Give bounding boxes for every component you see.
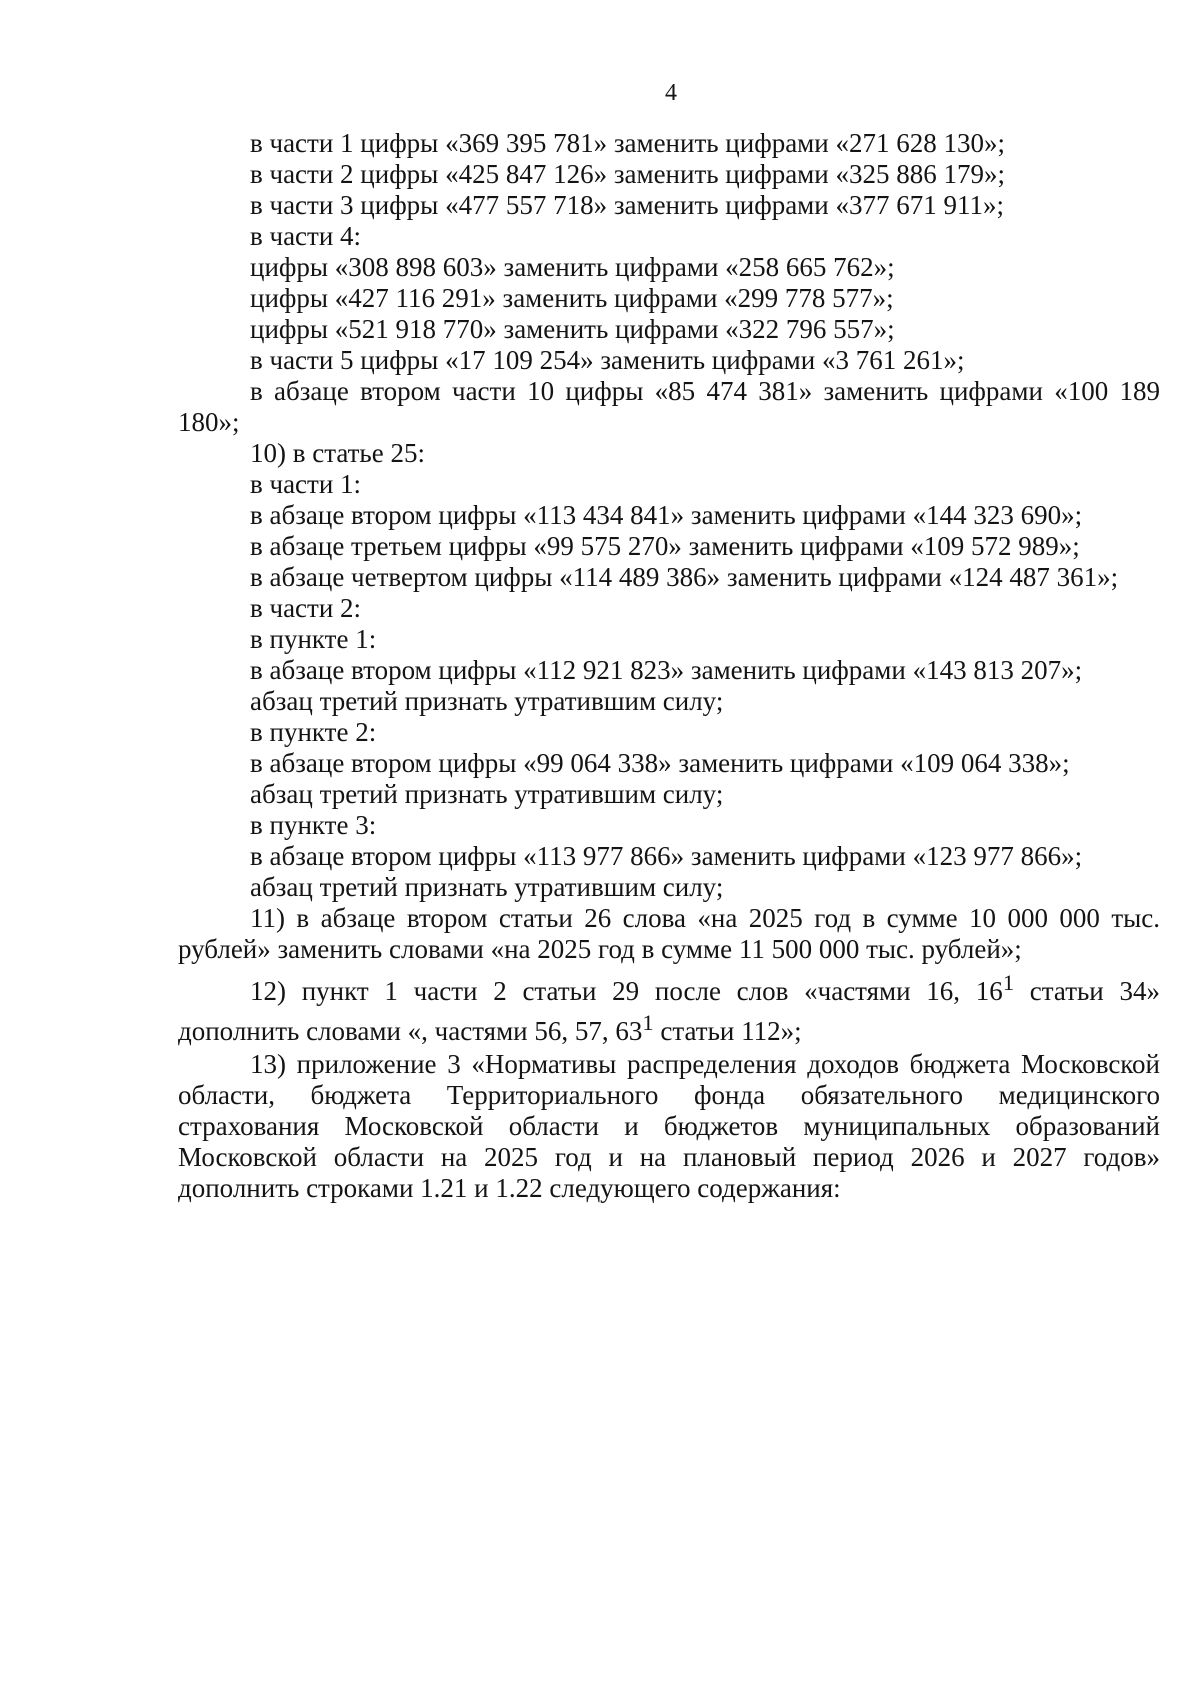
paragraph-13: 13) приложение 3 «Нормативы распределения доходов бюджета Московской области, бюджета Территориального фонда обязательного медицинского страхования Московской области и бюджетов муниципальных образований Московской области на 2025 год и на плановый период 2026 и 2027 годов» дополнить строками 1.21 и 1.22 следующего содержания:	[178, 1049, 1160, 1203]
superscript: 1	[1002, 970, 1015, 995]
page-number: 4	[665, 80, 677, 106]
paragraph: в части 2 цифры «425 847 126» заменить цифрами «325 886 179»;	[250, 159, 1005, 189]
paragraph: 11) в абзаце втором статьи 26 слова «на 2025 год в сумме 10 000 000 тыс. рублей» заменить словами «на 2025 год в сумме 11 500 000 тыс. рублей»;	[178, 903, 1160, 964]
paragraph: в части 4:	[250, 221, 362, 251]
document-body	[178, 128, 1160, 1204]
superscript: 1	[642, 1010, 654, 1035]
paragraph: цифры «427 116 291» заменить цифрами «299 778 577»;	[250, 283, 894, 313]
paragraph-12-text-c: статьи 112»;	[653, 1016, 802, 1046]
paragraph: в части 1:	[250, 469, 362, 499]
paragraph: в пункте 1:	[250, 624, 377, 654]
paragraph: в абзаце втором цифры «99 064 338» заменить цифрами «109 064 338»;	[250, 748, 1070, 778]
paragraph: в абзаце втором цифры «112 921 823» заменить цифрами «143 813 207»;	[250, 655, 1083, 685]
paragraph: в пункте 2:	[250, 717, 377, 747]
paragraph: абзац третий признать утратившим силу;	[250, 686, 724, 716]
paragraph: в абзаце втором части 10 цифры «85 474 381» заменить цифрами «100 189 180»;	[178, 376, 1160, 437]
paragraph: абзац третий признать утратившим силу;	[250, 779, 724, 809]
paragraph: в абзаце четвертом цифры «114 489 386» заменить цифрами «124 487 361»;	[250, 562, 1119, 592]
paragraph: в части 5 цифры «17 109 254» заменить цифрами «3 761 261»;	[250, 345, 965, 375]
paragraph: в части 2:	[250, 593, 362, 623]
paragraph: в части 3 цифры «477 557 718» заменить цифрами «377 671 911»;	[250, 190, 1004, 220]
paragraph: в части 1 цифры «369 395 781» заменить цифрами «271 628 130»;	[250, 128, 1005, 158]
paragraph-12-text-a: 12) пункт 1 части 2 статьи 29 после слов «частями 16, 16	[250, 976, 1003, 1006]
paragraph: в абзаце втором цифры «113 977 866» заменить цифрами «123 977 866»;	[250, 841, 1083, 871]
paragraph: в абзаце втором цифры «113 434 841» заменить цифрами «144 323 690»;	[250, 500, 1083, 530]
paragraph: абзац третий признать утратившим силу;	[250, 872, 724, 902]
paragraph: цифры «521 918 770» заменить цифрами «322 796 557»;	[250, 314, 895, 344]
paragraph: в пункте 3:	[250, 810, 377, 840]
paragraph-12	[178, 967, 1160, 1047]
paragraph: в абзаце третьем цифры «99 575 270» заменить цифрами «109 572 989»;	[250, 531, 1080, 561]
paragraph-12-text-b: статьи 34» дополнить словами «, частями 56, 57, 63	[178, 976, 1161, 1046]
paragraph: цифры «308 898 603» заменить цифрами «258 665 762»;	[250, 252, 895, 282]
paragraph: 10) в статье 25:	[250, 438, 425, 468]
